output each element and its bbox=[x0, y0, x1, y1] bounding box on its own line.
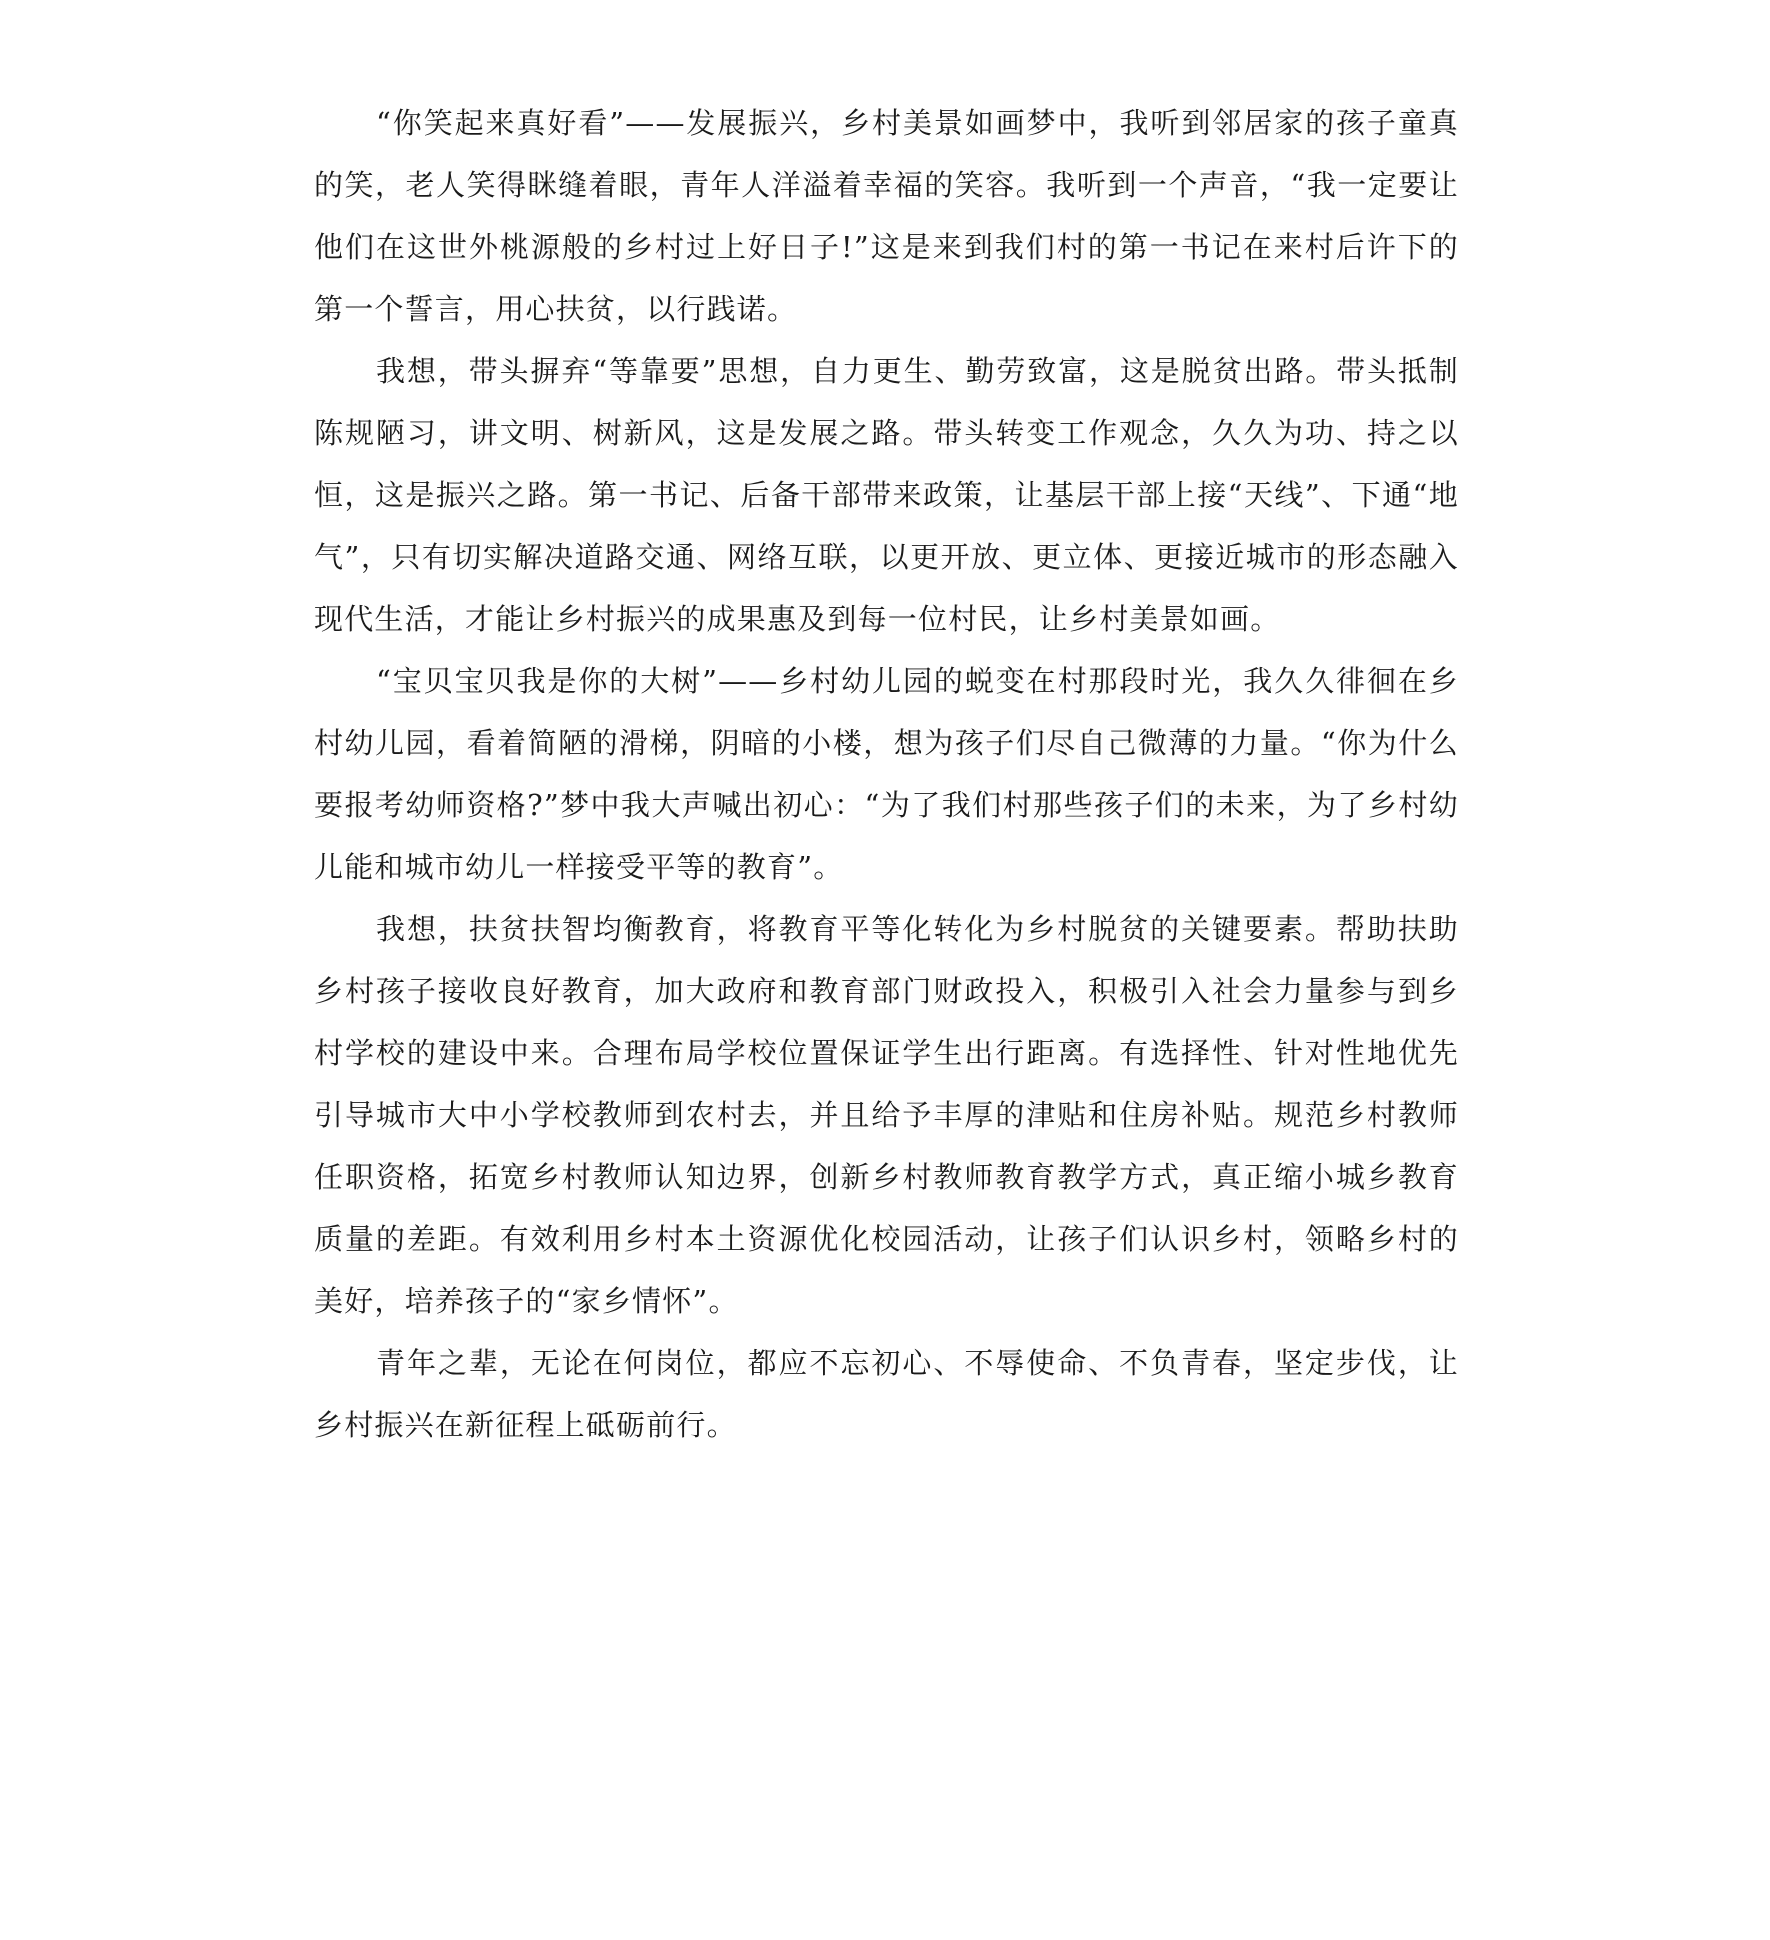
paragraph-smile: “你笑起来真好看”——发展振兴，乡村美景如画梦中，我听到邻居家的孩子童真的笑，老人笑得眯缝着眼，青年人洋溢着幸福的笑容。我听到一个声音，“我一定要让他们在这世外桃源般的乡村过上好日子!”这是来到我们村的第一书记在来村后许下的第一个誓言，用心扶贫，以行践诺。 bbox=[314, 106, 1459, 326]
paragraph-kindergarten: “宝贝宝贝我是你的大树”——乡村幼儿园的蜕变在村那段时光，我久久徘徊在乡村幼儿园，看着简陋的滑梯，阴暗的小楼，想为孩子们尽自己微薄的力量。“你为什么要报考幼师资格?”梦中我大声喊出初心：“为了我们村那些孩子们的未来，为了乡村幼儿能和城市幼儿一样接受平等的教育”。 bbox=[314, 664, 1459, 884]
paragraph-development-paths: 我想，带头摒弃“等靠要”思想，自力更生、勤劳致富，这是脱贫出路。带头抵制陈规陋习，讲文明、树新风，这是发展之路。带头转变工作观念，久久为功、持之以恒，这是振兴之路。第一书记、后备干部带来政策，让基层干部上接“天线”、下通“地气”，只有切实解决道路交通、网络互联，以更开放、更立体、更接近城市的形态融入现代生活，才能让乡村振兴的成果惠及到每一位村民，让乡村美景如画。 bbox=[314, 354, 1459, 636]
document-body bbox=[314, 92, 1459, 1456]
paragraph-youth-conclusion: 青年之辈，无论在何岗位，都应不忘初心、不辱使命、不负青春，坚定步伐，让乡村振兴在新征程上砥砺前行。 bbox=[314, 1346, 1459, 1442]
paragraph-education-equity: 我想，扶贫扶智均衡教育，将教育平等化转化为乡村脱贫的关键要素。帮助扶助乡村孩子接收良好教育，加大政府和教育部门财政投入，积极引入社会力量参与到乡村学校的建设中来。合理布局学校位置保证学生出行距离。有选择性、针对性地优先引导城市大中小学校教师到农村去，并且给予丰厚的津贴和住房补贴。规范乡村教师任职资格，拓宽乡村教师认知边界，创新乡村教师教育教学方式，真正缩小城乡教育质量的差距。有效利用乡村本土资源优化校园活动，让孩子们认识乡村，领略乡村的美好，培养孩子的“家乡情怀”。 bbox=[314, 912, 1459, 1318]
